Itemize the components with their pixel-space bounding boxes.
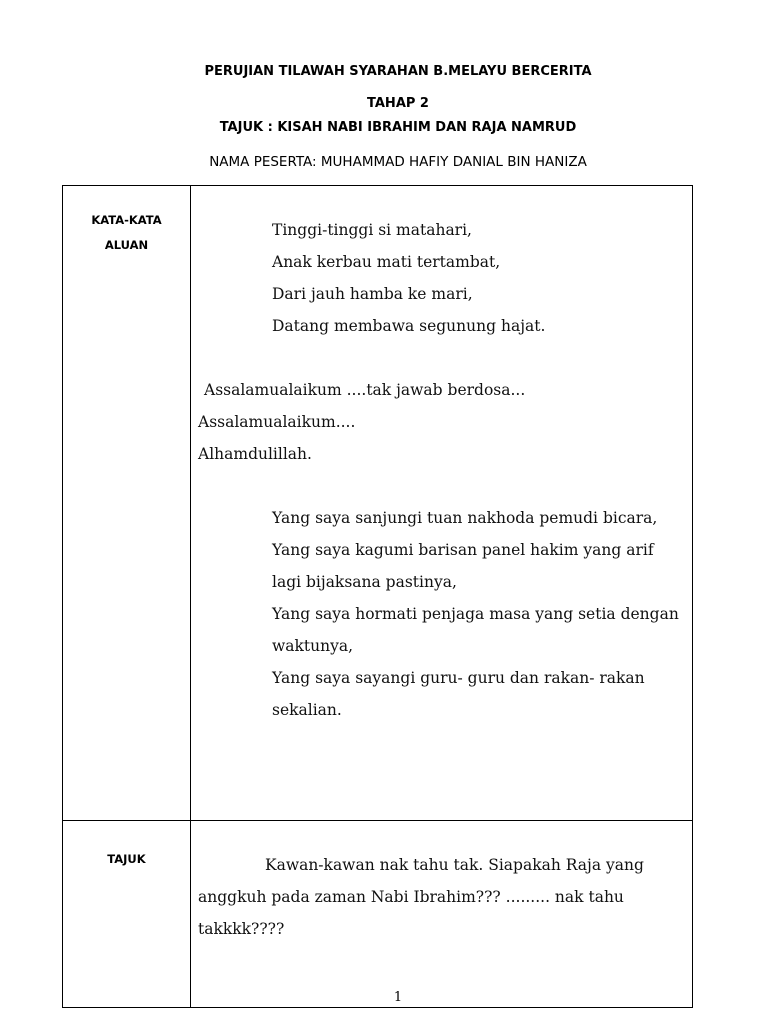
greeting-line: Yang saya sanjungi tuan nakhoda pemudi bicara,: [272, 509, 658, 527]
greeting-line: Yang saya kagumi barisan panel hakim yang arif lagi bijaksana pastinya,: [272, 541, 654, 591]
label-cell-opening: [63, 186, 191, 821]
table-row: [63, 186, 693, 821]
pantun-line: Tinggi-tinggi si matahari,: [272, 221, 472, 239]
document-title: PERUJIAN TILAWAH SYARAHAN B.MELAYU BERCERITA: [204, 64, 592, 79]
table-row: [63, 821, 693, 1008]
topic-heading: TAJUK : KISAH NABI IBRAHIM DAN RAJA NAMRUD: [219, 120, 577, 135]
tajuk-text: Kawan-kawan nak tahu tak. Siapakah Raja yang anggkuh pada zaman Nabi Ibrahim??? ......... nak tahu takkkk????: [198, 856, 644, 938]
label-tajuk: TAJUK: [107, 852, 146, 866]
tajuk-content: [191, 821, 693, 1008]
salam-line: Alhamdulillah.: [198, 445, 312, 463]
opening-content: [191, 186, 693, 821]
pantun-line: Datang membawa segunung hajat.: [272, 317, 546, 335]
label-cell-tajuk: [63, 821, 191, 1008]
greeting-line: Yang saya hormati penjaga masa yang setia dengan waktunya,: [272, 605, 679, 655]
stage-heading: TAHAP 2: [367, 96, 429, 111]
salam-line: Assalamualaikum ....tak jawab berdosa...: [204, 381, 526, 399]
label-kata-kata: KATA-KATA: [91, 213, 162, 227]
salam-block: [198, 374, 686, 470]
participant-name: NAMA PESERTA: MUHAMMAD HAFIY DANIAL BIN HANIZA: [209, 154, 587, 170]
pantun: [198, 214, 686, 342]
greeting-line: Yang saya sayangi guru- guru dan rakan- rakan sekalian.: [272, 669, 645, 719]
page-number: 1: [393, 990, 403, 1005]
label-aluan: ALUAN: [104, 238, 149, 252]
pantun-line: Anak kerbau mati tertambat,: [272, 253, 501, 271]
salam-line: Assalamualaikum....: [198, 413, 356, 431]
speech-table: [62, 185, 693, 1008]
pantun-line: Dari jauh hamba ke mari,: [272, 285, 473, 303]
greetings-block: [198, 502, 686, 726]
